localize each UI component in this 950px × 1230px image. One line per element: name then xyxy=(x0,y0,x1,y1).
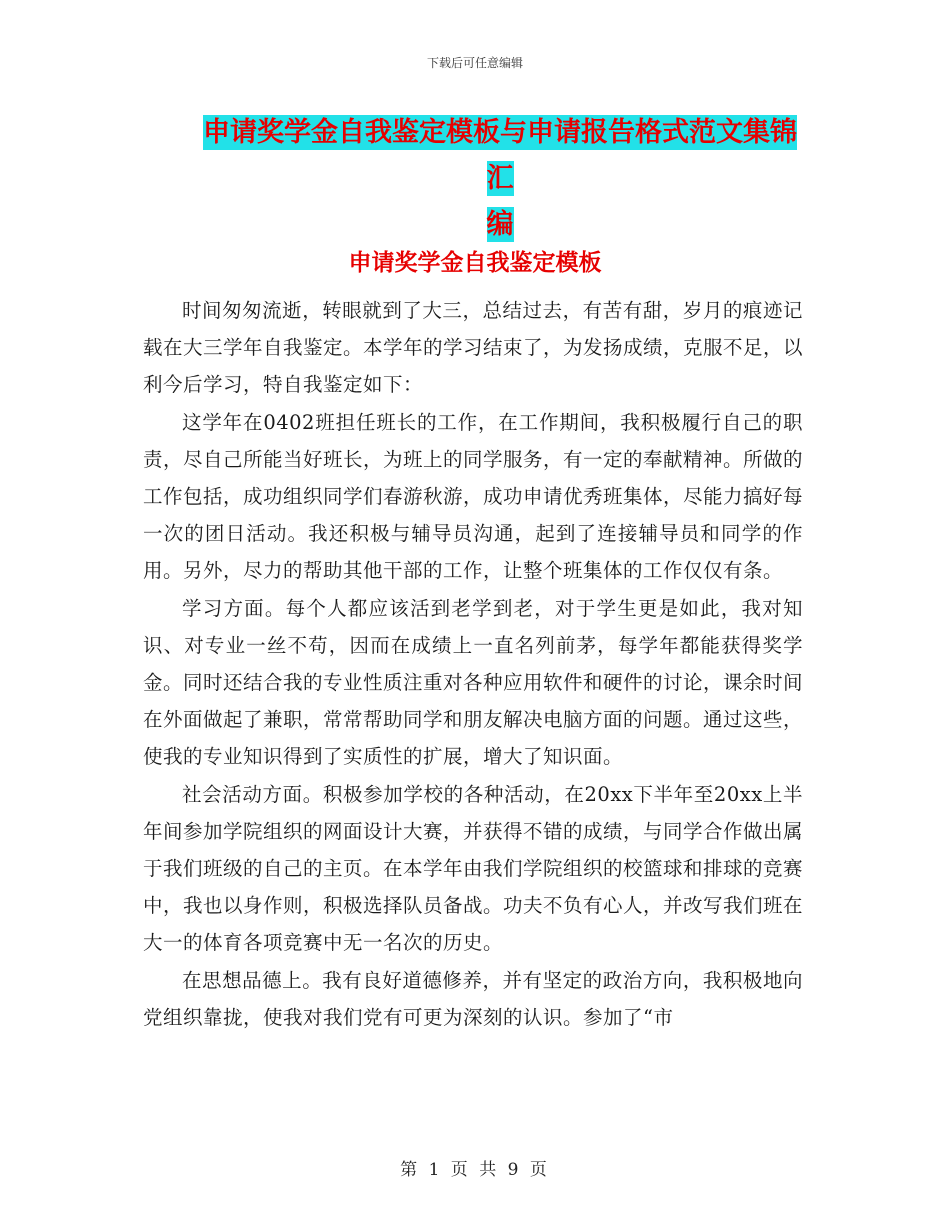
document-title-line-1: 申请奖学金自我鉴定模板与申请报告格式范文集锦汇 xyxy=(203,117,797,194)
paragraph: 这学年在0402班担任班长的工作，在工作期间，我积极履行自己的职责，尽自己所能当好班长，为班上的同学服务，有一定的奉献精神。所做的工作包括，成功组织同学们春游秋游，成功申请优秀班集体，尽能力搞好每一次的团日活动。我还积极与辅导员沟通，起到了连接辅导员和同学的作用。另外，尽力的帮助其他干部的工作，让整个班集体的工作仅仅有条。 xyxy=(143,410,804,583)
document-title-line-2: 编 xyxy=(486,209,514,240)
paragraph: 时间匆匆流逝，转眼就到了大三，总结过去，有苦有甜，岁月的痕迹记载在大三学年自我鉴定。本学年的学习结束了，为发扬成绩，克服不足，以利今后学习，特自我鉴定如下： xyxy=(143,299,804,397)
document-title xyxy=(190,110,810,248)
page-number: 第 1 页 共 9 页 xyxy=(400,1160,550,1180)
paragraph: 在思想品德上。我有良好道德修养，并有坚定的政治方向，我积极地向党组织靠拢，使我对我们党有可更为深刻的认识。参加了“市 xyxy=(143,968,803,1029)
paragraph: 学习方面。每个人都应该活到老学到老，对于学生更是如此，我对知识、对专业一丝不苟，因而在成绩上一直名列前茅，每学年都能获得奖学金。同时还结合我的专业性质注重对各种应用软件和硬件的讨论，课余时间在外面做起了兼职，常常帮助同学和朋友解决电脑方面的问题。通过这些，使我的专业知识得到了实质性的扩展，增大了知识面。 xyxy=(143,596,804,769)
section-title: 申请奖学金自我鉴定模板 xyxy=(348,250,602,276)
header-note: 下载后可任意编辑 xyxy=(426,56,523,70)
paragraph: 社会活动方面。积极参加学校的各种活动，在20xx下半年至20xx上半年间参加学院组织的网面设计大赛，并获得不错的成绩，与同学合作做出属于我们班级的自己的主页。在本学年由我们学院组织的校篮球和排球的竞赛中，我也以身作则，积极选择队员备战。功夫不负有心人，并改写我们班在大一的体育各项竞赛中无一名次的历史。 xyxy=(143,782,804,955)
document-body xyxy=(143,292,803,1036)
